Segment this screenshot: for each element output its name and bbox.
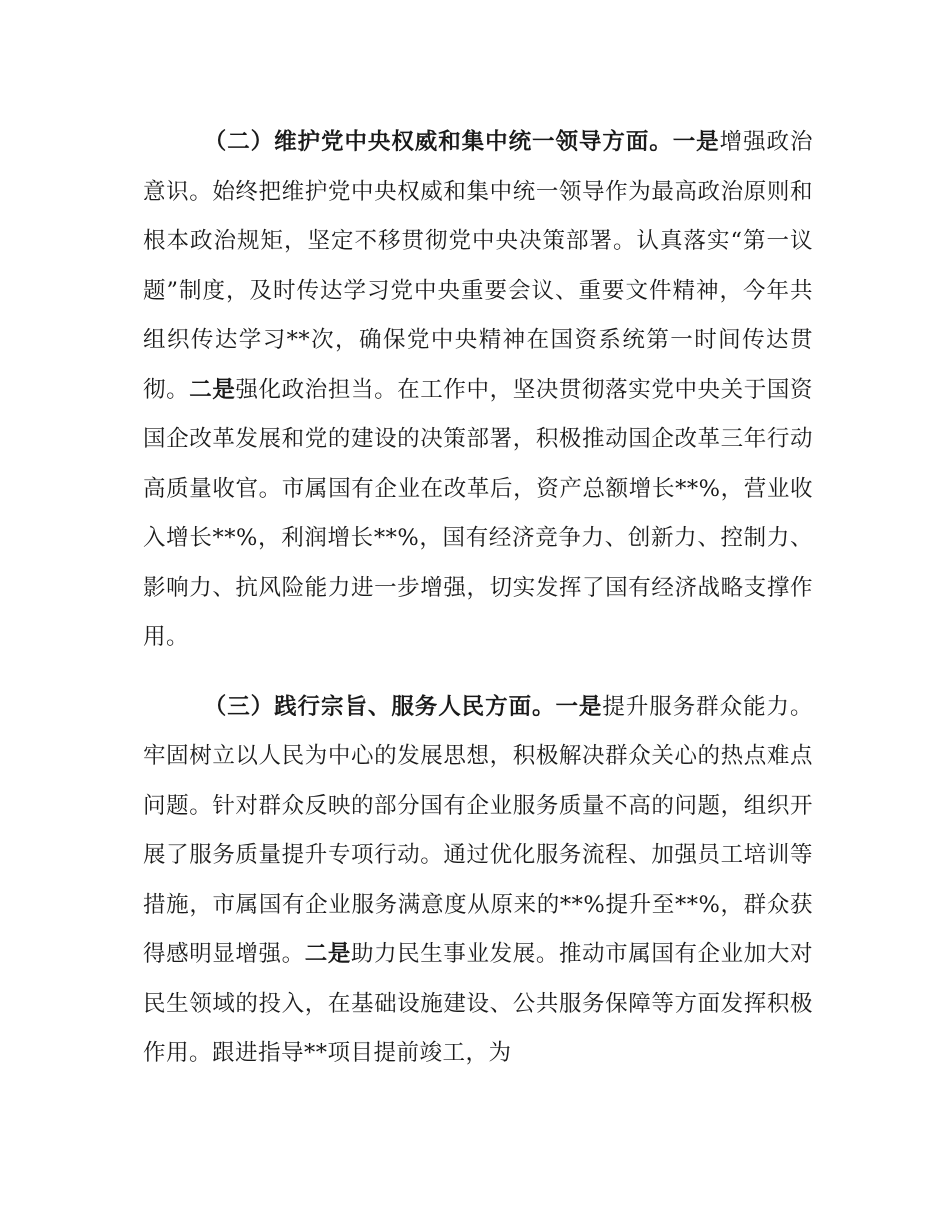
paragraph-section-3	[143, 683, 813, 1079]
section-heading: （二）维护党中央权威和集中统一领导方面。	[203, 129, 673, 155]
body-text: 助力民生事业发展。推动市属国有企业加大对民生领域的投入，在基础设施建设、公共服务保障等方面发挥积极作用。跟进指导**项目提前竣工，为	[143, 941, 813, 1066]
point-marker: 一是	[672, 129, 720, 155]
paragraph-section-2	[143, 118, 813, 663]
section-heading: （三）践行宗旨、服务人民方面。	[203, 693, 556, 720]
body-text: 增强政治意识。始终把维护党中央权威和集中统一领导作为最高政治原则和根本政治规矩，坚定不移贯彻党中央决策部署。认真落实“第一议题”制度，及时传达学习党中央重要会议、重要文件精神，今年共组织传达学习**次，确保党中央精神在国资系统第一时间传达贯彻。	[143, 129, 813, 403]
document-page	[143, 118, 813, 1079]
point-marker: 一是	[555, 693, 603, 720]
point-marker: 二是	[189, 376, 236, 403]
body-text: 强化政治担当。在工作中，坚决贯彻落实党中央关于国资国企改革发展和党的建设的决策部署，积极推动国企改革三年行动高质量收官。市属国有企业在改革后，资产总额增长**%，营业收入增长**%，利润增长**%，国有经济竞争力、创新力、控制力、影响力、抗风险能力进一步增强，切实发挥了国有经济战略支撑作用。	[143, 376, 813, 650]
body-text: 提升服务群众能力。牢固树立以人民为中心的发展思想，积极解决群众关心的热点难点问题。针对群众反映的部分国有企业服务质量不高的问题，组织开展了服务质量提升专项行动。通过优化服务流程、加强员工培训等措施，市属国有企业服务满意度从原来的**%提升至**%，群众获得感明显增强。	[143, 693, 813, 967]
point-marker: 二是	[304, 941, 351, 967]
